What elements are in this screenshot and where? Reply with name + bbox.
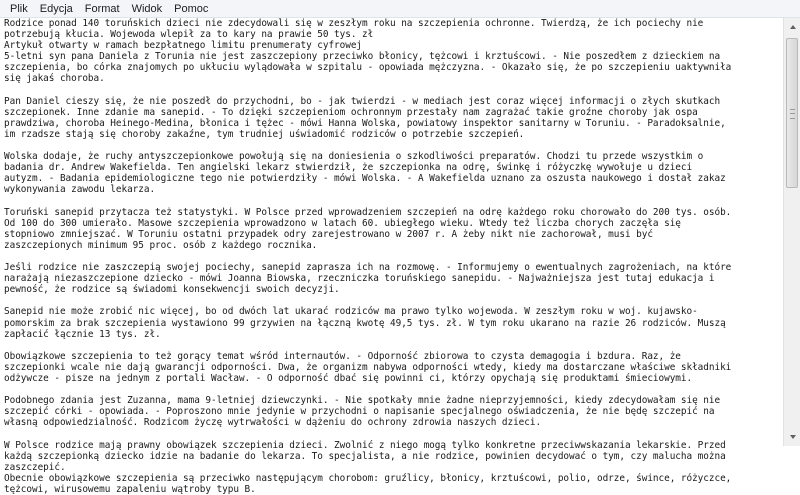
text-line: Obowiązkowe szczepienia to też gorący temat wśród internautów. - Odporność zbiorowa to czysta demagogia i bzdura. Raz, że (4, 350, 681, 362)
text-line: autyzm. - Badania epidemiologiczne tego nie potwierdziły - mówi Wolska. - A Wakefielda uznano za oszusta naukowego i dostał zakaz (4, 173, 726, 185)
text-line: się jakaś choroba. (4, 73, 105, 85)
text-line: im rzadsze stają się choroby zakaźne, tym trudniej uświadomić rodziców o potrzebie szczepień. (4, 128, 525, 140)
scroll-thumb[interactable] (786, 38, 798, 188)
menu-bar (0, 0, 800, 18)
text-line: zaszczepionych minimum 95 proc. osób z każdego rocznika. (4, 239, 318, 251)
text-line: własną odpowiedzialność. Rodzicom życzę wytrwałości w dążeniu do ochrony zdrowia naszych dzieci. (4, 417, 542, 429)
text-line: szczepionki wcale nie dają gwarancji odporności. Dwa, że organizm nabywa odporności wtedy, kiedy ma dostarczane właściwe składniki (4, 361, 732, 373)
text-line: szczepienia, bo córka znajomych po ukłuciu wylądowała w szpitalu - opowiada mężczyzna. - Okazało się, że po szczepieniu uaktywniła (4, 62, 732, 74)
text-line (4, 251, 783, 262)
text-line: wykonywania zawodu lekarza. (4, 184, 156, 196)
text-line: zapłacić łącznie 13 tys. zł. (4, 328, 161, 340)
scroll-up-button[interactable] (785, 19, 800, 35)
text-line: Podobnego zdania jest Zuzanna, mama 9-letniej dziewczynki. - Nie spotkały mnie żadne nieprzyjemności, kiedy zdecydowałam się nie (4, 395, 721, 407)
text-line: pomorskim za brak szczepienia wystawiono 99 grzywien na łączną kwotę 49,5 tys. zł. W tym roku ukarano na razie 26 rodziców. Muszą (4, 317, 726, 329)
text-line: W Polsce rodzice mają prawny obowiązek szczepienia dzieci. Zwolnić z niego mogą tylko konkretne przeciwwskazania lekarskie. Przed (4, 439, 726, 451)
text-line (4, 340, 783, 351)
text-line: Od 100 do 300 umierało. Masowe szczepienia wprowadzono w latach 60. ubiegłego wieku. Wtedy też liczba chorych zaczęła się (4, 217, 681, 229)
text-line: Jeśli rodzice nie zaszczepią swojej pociechy, sanepid zaprasza ich na rozmowę. - Informujemy o ewentualnych zagrożeniach, na które (4, 262, 732, 274)
text-line: stopniowo zmniejszać. W Toruniu ostatni przypadek odry zarejestrowano w 2007 r. A żeby nikt nie zachorował, musi być (4, 228, 653, 240)
menu-plik[interactable]: Plik (10, 2, 28, 15)
text-line: 5-letni syn pana Daniela z Torunia nie jest zaszczepiony przeciwko błonicy, tężcowi i krztuścowi. - Nie poszedłem z dzieckiem na (4, 51, 721, 63)
text-line: Pan Daniel cieszy się, że nie poszedł do przychodni, bo - jak twierdzi - w mediach jest coraz więcej informacji o złych skutkach (4, 95, 721, 107)
text-line: szczepić córki - opowiada. - Poproszono mnie jedynie w przychodni o napisanie specjalnego oświadczenia, że nie będę szczepić na (4, 406, 715, 418)
text-editor-area[interactable] (0, 18, 783, 495)
text-line: każdą szczepionką dziecko idzie na badanie do lekarza. To specjalista, a nie rodzice, powinien decydować o tym, czy malucha można (4, 450, 726, 462)
text-line: Toruński sanepid przytacza też statystyki. W Polsce przed wprowadzeniem szczepień na odrę każdego roku chorowało do 200 tys. osób. (4, 206, 732, 218)
scroll-down-button[interactable] (785, 429, 800, 445)
text-line: Wolska dodaje, że ruchy antyszczepionkowe powołują się na doniesienia o szkodliwości preparatów. Chodzi tu przede wszystkim o (4, 151, 704, 163)
text-line (4, 295, 783, 306)
text-line: narażają niezaszczepione dziecko - mówi Joanna Biowska, rzeczniczka toruńskiego sanepidu. - Najważniejsza jest tutaj edukacja i (4, 273, 715, 285)
text-line (4, 428, 783, 439)
text-line: tężcowi, wirusowemu zapaleniu wątroby typu B. (4, 483, 256, 495)
text-line: odżywcze - pisze na jednym z portali Wacław. - O odporność dbać się powinni ci, którzy opychają się produktami śmieciowymi. (4, 373, 693, 384)
text-line: pewność, że rodzice są świadomi konsekwencji swoich decyzji. (4, 284, 340, 296)
text-line (4, 140, 783, 151)
grip-icon (790, 109, 795, 119)
text-line: Sanepid nie może zrobić nic więcej, bo od dwóch lat ukarać rodziców ma prawo tylko wojewoda. W zeszłym roku w woj. kujawsko- (4, 306, 698, 318)
vertical-scrollbar[interactable] (783, 18, 800, 446)
text-line (4, 85, 783, 96)
arrow-down-icon (790, 435, 796, 439)
text-line: szczepionek. Inne zdanie ma sanepid. - To dzięki szczepieniom ochronnym przestały nam zagrażać takie groźne choroby jak ospa (4, 106, 698, 118)
text-line: prawdziwa, choroba Heinego-Medina, błonica i tężec - mówi Hanna Wolska, powiatowy inspektor sanitarny w Toruniu. - Paradoksalnie, (4, 117, 726, 129)
text-line: badania dr. Andrew Wakefielda. Ten angielski lekarz stwierdził, że szczepionka na odrę, świnkę i różyczkę wywołuje u dzieci (4, 162, 693, 174)
text-line: zaszczepić. (4, 461, 66, 473)
text-line: Rodzice ponad 140 toruńskich dzieci nie zdecydowali się w zeszłym roku na szczepienia ochronne. Twierdzą, że ich pociechy nie (4, 18, 704, 29)
menu-format[interactable]: Format (84, 2, 120, 15)
text-line (4, 384, 783, 395)
text-line (4, 196, 783, 207)
text-line: Artykuł otwarty w ramach bezpłatnego limitu prenumeraty cyfrowej (4, 40, 363, 52)
document-text[interactable] (0, 18, 783, 495)
text-line: potrzebują kłucia. Wojewoda wlepił za to kary na prawie 50 tys. zł (4, 29, 374, 41)
menu-widok[interactable]: Widok (131, 2, 163, 15)
menu-edycja[interactable]: Edycja (39, 2, 73, 15)
menu-pomoc[interactable]: Pomoc (174, 2, 209, 15)
arrow-up-icon (790, 25, 796, 29)
text-line: Obecnie obowiązkowe szczepienia są przeciwko następującym chorobom: gruźlicy, błonicy, krztuścowi, polio, odrze, śwince, różyczce, (4, 472, 732, 484)
